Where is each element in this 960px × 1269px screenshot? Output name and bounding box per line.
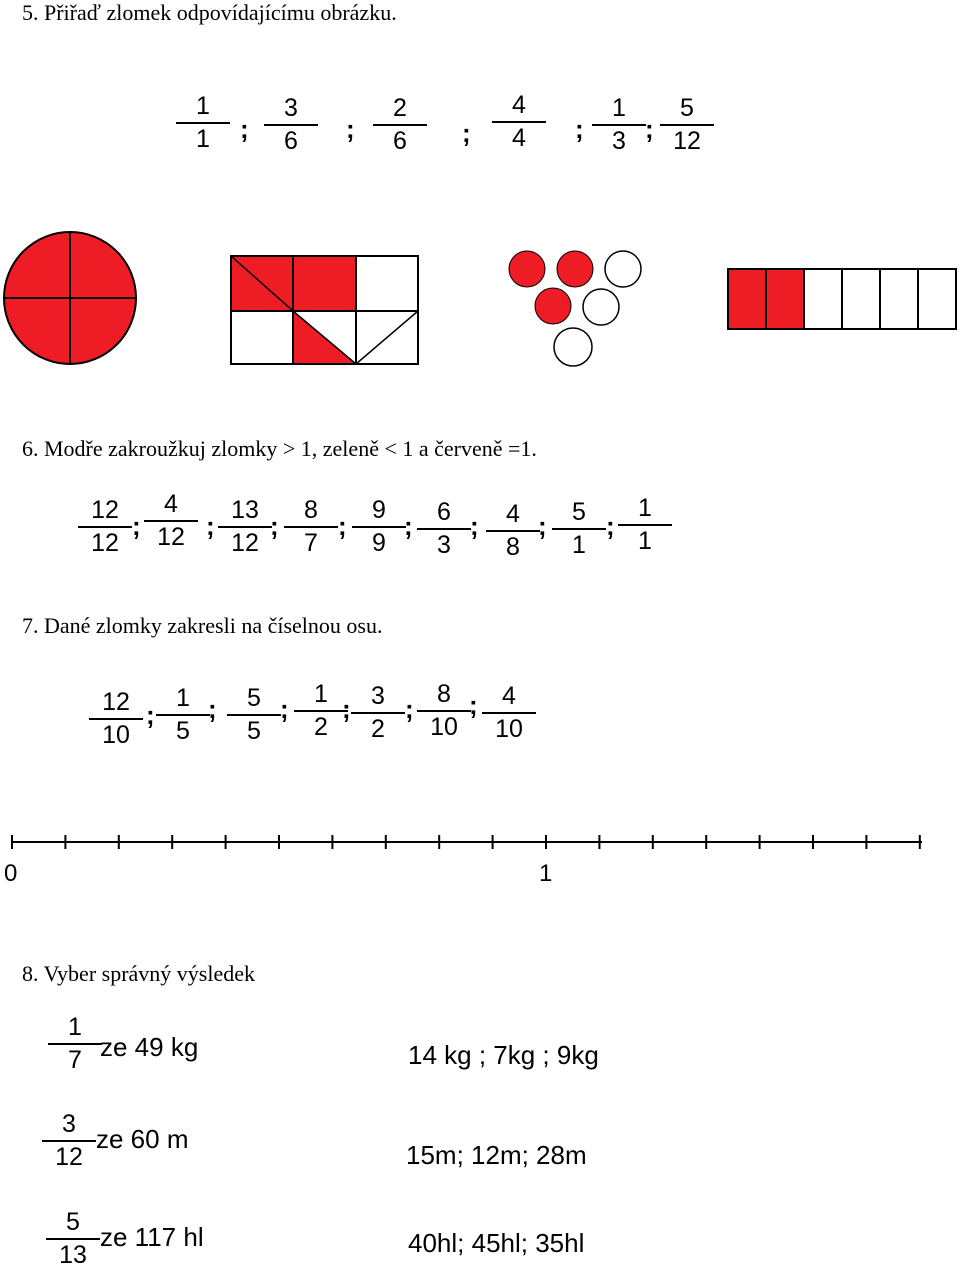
fraction: 1 7 (52, 1015, 98, 1073)
separator: ; (146, 700, 155, 730)
fraction: 6 3 (421, 500, 467, 558)
section7-heading: 7. Dané zlomky zakresli na číselnou osu. (22, 613, 383, 638)
axis-label-one: 1 (539, 860, 553, 887)
fraction: 5 5 (231, 686, 277, 744)
separator: ; (470, 511, 479, 541)
fraction: 8 10 (421, 682, 467, 740)
circle-picture (4, 232, 136, 364)
separator: ; (405, 694, 414, 724)
fraction: 8 7 (288, 498, 334, 556)
fraction: 12 12 (82, 498, 128, 556)
dots-picture (509, 251, 641, 366)
fraction: 4 12 (148, 492, 194, 550)
fraction: 3 2 (355, 684, 401, 742)
separator: ; (462, 118, 471, 148)
separator: ; (208, 694, 217, 724)
separator: ; (338, 511, 347, 541)
number-line (0, 828, 960, 858)
fraction: 3 6 (268, 96, 314, 154)
problem-text: ze 117 hl (100, 1222, 204, 1252)
answer-options: 14 kg ; 7kg ; 9kg (408, 1040, 599, 1070)
separator: ; (606, 511, 615, 541)
fraction-pictures (0, 228, 960, 368)
separator: ; (538, 511, 547, 541)
section6-heading: 6. Modře zakroužkuj zlomky > 1, zeleně < 1 a červeně =1. (22, 436, 537, 461)
section8-heading: 8. Vyber správný výsledek (22, 961, 255, 986)
separator: ; (404, 511, 413, 541)
fraction: 12 10 (93, 690, 139, 748)
separator: ; (206, 511, 215, 541)
separator: ; (469, 690, 478, 720)
answer-options: 15m; 12m; 28m (406, 1140, 587, 1170)
fraction: 13 12 (222, 498, 268, 556)
fraction: 1 3 (596, 96, 642, 154)
axis-label-zero: 0 (4, 860, 18, 887)
separator: ; (346, 114, 355, 144)
separator: ; (240, 114, 249, 144)
fraction: 9 9 (356, 498, 402, 556)
strip-picture (728, 269, 956, 329)
fraction: 3 12 (46, 1112, 92, 1170)
separator: ; (132, 511, 141, 541)
fraction: 1 1 (180, 94, 226, 152)
fraction: 4 4 (496, 93, 542, 151)
separator: ; (280, 694, 289, 724)
fraction: 2 6 (377, 96, 423, 154)
fraction: 1 5 (160, 686, 206, 744)
section5-heading: 5. Přiřaď zlomek odpovídajícímu obrázku. (22, 0, 397, 25)
separator: ; (645, 114, 654, 144)
fraction: 1 1 (622, 496, 668, 554)
separator: ; (270, 511, 279, 541)
fraction: 5 1 (556, 500, 602, 558)
problem-text: ze 49 kg (100, 1032, 199, 1062)
separator: ; (342, 694, 351, 724)
answer-options: 40hl; 45hl; 35hl (408, 1228, 585, 1258)
fraction: 5 13 (50, 1210, 96, 1268)
grid-picture (231, 256, 418, 364)
fraction: 1 2 (298, 682, 344, 740)
fraction: 4 10 (486, 684, 532, 742)
fraction: 5 12 (664, 96, 710, 154)
fraction: 4 8 (490, 502, 536, 560)
problem-text: ze 60 m (96, 1124, 189, 1154)
separator: ; (575, 114, 584, 144)
